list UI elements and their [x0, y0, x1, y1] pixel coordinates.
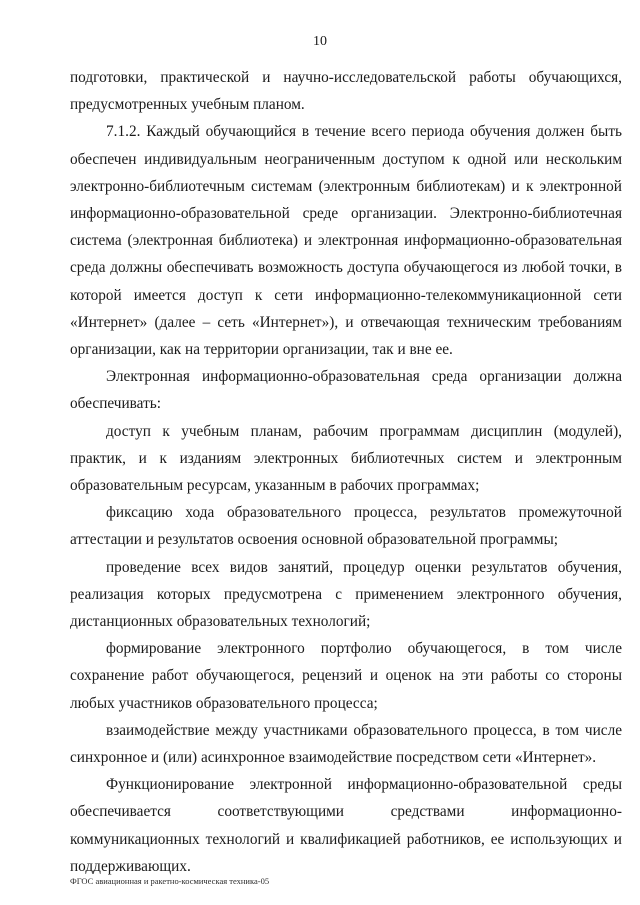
list-item-conduct: проведение всех видов занятий, процедур оценки результатов обучения, реализация которых предусмотрена с применением электронного обучения, дистанционных образовательных технологий;	[70, 558, 622, 631]
list-item-interaction: взаимодействие между участниками образовательного процесса, в том числе синхронное и (или) асинхронное взаимодействие посредством сети «Интернет».	[70, 721, 622, 767]
document-body	[70, 64, 622, 880]
page-footer: ФГОС авиационная и ракетно-космическая техника-05	[70, 876, 270, 886]
page-number: 10	[313, 34, 327, 49]
paragraph-continuation: подготовки, практической и научно-исследовательской работы обучающихся, предусмотренных учебным планом.	[70, 69, 622, 114]
list-item-fixation: фиксацию хода образовательного процесса, результатов промежуточной аттестации и результатов освоения основной образовательной программы;	[70, 504, 622, 549]
list-item-portfolio: формирование электронного портфолио обучающегося, в том числе сохранение работ обучающегося, рецензий и оценок на эти работы со стороны любых участников образовательного процесса;	[70, 640, 622, 712]
paragraph-functioning: Функционирование электронной информационно-образовательной среды обеспечивается соответствующими средствами информационно-коммуникационных технологий и квалификацией работников, ее использующих и поддерживающих.	[70, 776, 622, 875]
paragraph-clause-7-1-2: 7.1.2. Каждый обучающийся в течение всего периода обучения должен быть обеспечен индивидуальным неограниченным доступом к одной или нескольким электронно-библиотечным системам (электронным библиотекам) и к электронной информационно-образовательной среде организации. Электронно-библиотечная система (электронная библиотека) и электронная информационно-образовательная среда должны обеспечивать возможность доступа обучающегося из любой точки, в которой имеется доступ к сети информационно-телекоммуникационной сети «Интернет» (далее – сеть «Интернет»), и отвечающая техническим требованиям организации, как на территории организации, так и вне ее.	[70, 123, 622, 359]
paragraph-environment-intro: Электронная информационно-образовательная среда организации должна обеспечивать:	[70, 368, 622, 413]
list-item-access: доступ к учебным планам, рабочим программам дисциплин (модулей), практик, и к изданиям электронных библиотечных систем и электронным образовательным ресурсам, указанным в рабочих программах;	[70, 422, 622, 495]
